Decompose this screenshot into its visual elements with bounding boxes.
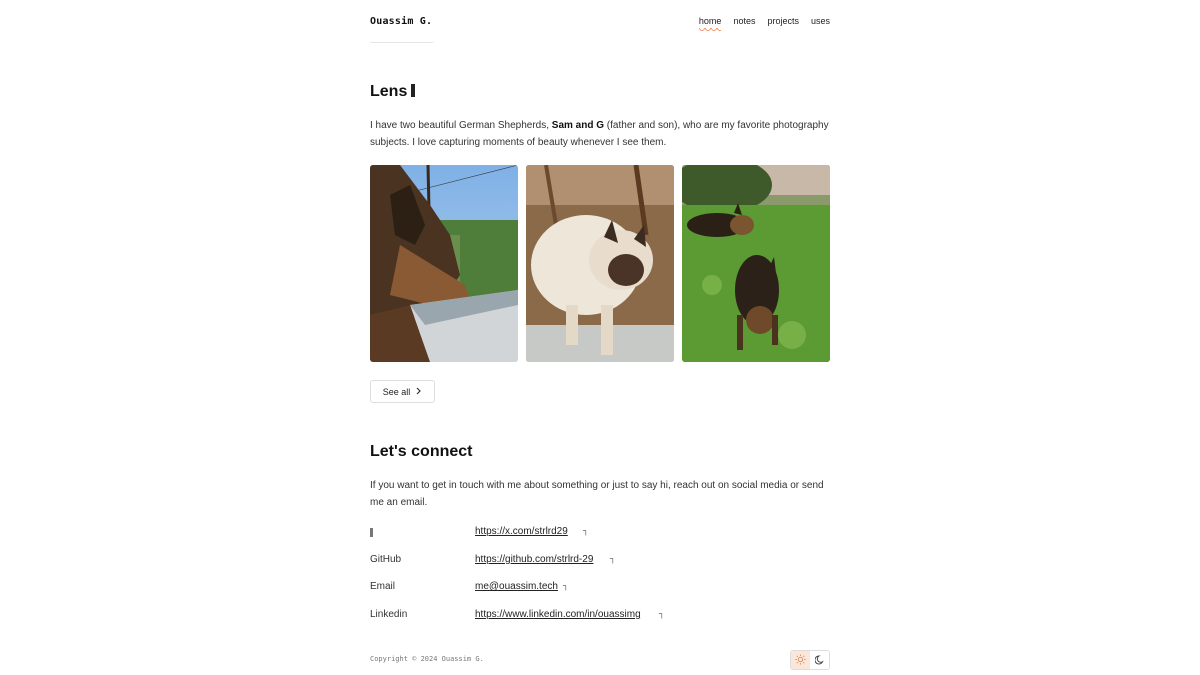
site-header — [370, 0, 830, 42]
social-row-email — [370, 581, 830, 595]
social-row-x — [370, 526, 830, 540]
chevron-right-icon — [416, 387, 422, 397]
nav-uses[interactable]: uses — [810, 16, 830, 26]
theme-toggle — [790, 650, 830, 670]
connect-intro: If you want to get in touch with me about something or just to say hi, reach out on social media or send me an email. — [370, 480, 824, 508]
lens-intro — [370, 117, 830, 151]
moon-icon — [815, 652, 825, 670]
footer-copyright: Copyright © 2024 Ouassim G. — [370, 655, 484, 663]
light-mode-button[interactable] — [791, 651, 810, 670]
dark-mode-button[interactable] — [810, 651, 829, 670]
email-link[interactable]: me@ouassim.tech — [475, 581, 558, 592]
email-label: Email — [370, 581, 396, 592]
cursor-icon — [411, 84, 415, 97]
photo-dog-on-wall[interactable] — [370, 165, 518, 362]
social-row-github — [370, 554, 830, 568]
x-link[interactable]: https://x.com/strlrd29 — [475, 526, 568, 537]
external-link-icon: ┐ — [659, 609, 665, 618]
main-nav — [699, 16, 830, 26]
prev-button-edge — [370, 41, 434, 43]
photo-cat[interactable] — [526, 165, 674, 362]
linkedin-label: Linkedin — [370, 609, 408, 620]
nav-notes[interactable]: notes — [733, 16, 756, 26]
photo-gallery — [370, 165, 830, 362]
sun-icon — [795, 652, 806, 670]
github-label: GitHub — [370, 554, 402, 565]
see-all-label: See all — [382, 386, 411, 397]
site-brand[interactable]: Ouassim G. — [370, 15, 433, 27]
external-link-icon: ┐ — [563, 581, 569, 590]
lens-intro-bold: Sam and G — [551, 120, 605, 131]
linkedin-link[interactable]: https://www.linkedin.com/in/ouassimg — [475, 609, 641, 620]
see-all-button[interactable] — [370, 380, 435, 403]
nav-projects[interactable]: projects — [767, 16, 799, 26]
lens-title: Lens — [370, 83, 408, 100]
connect-heading: Let's connect — [370, 443, 473, 460]
x-icon — [370, 526, 373, 540]
lens-intro-suffix: (father and son), who are my favorite photography subjects. I love capturing moments of beauty whenever I see them. — [370, 120, 829, 148]
photo-dogs-in-grass[interactable] — [682, 165, 830, 362]
github-link[interactable]: https://github.com/strlrd-29 — [475, 554, 594, 565]
nav-home[interactable]: home — [698, 16, 722, 26]
lens-heading — [370, 83, 415, 101]
lens-intro-prefix: I have two beautiful German Shepherds, — [370, 120, 552, 131]
social-row-linkedin — [370, 609, 830, 623]
external-link-icon: ┐ — [583, 526, 589, 535]
external-link-icon: ┐ — [610, 554, 616, 563]
